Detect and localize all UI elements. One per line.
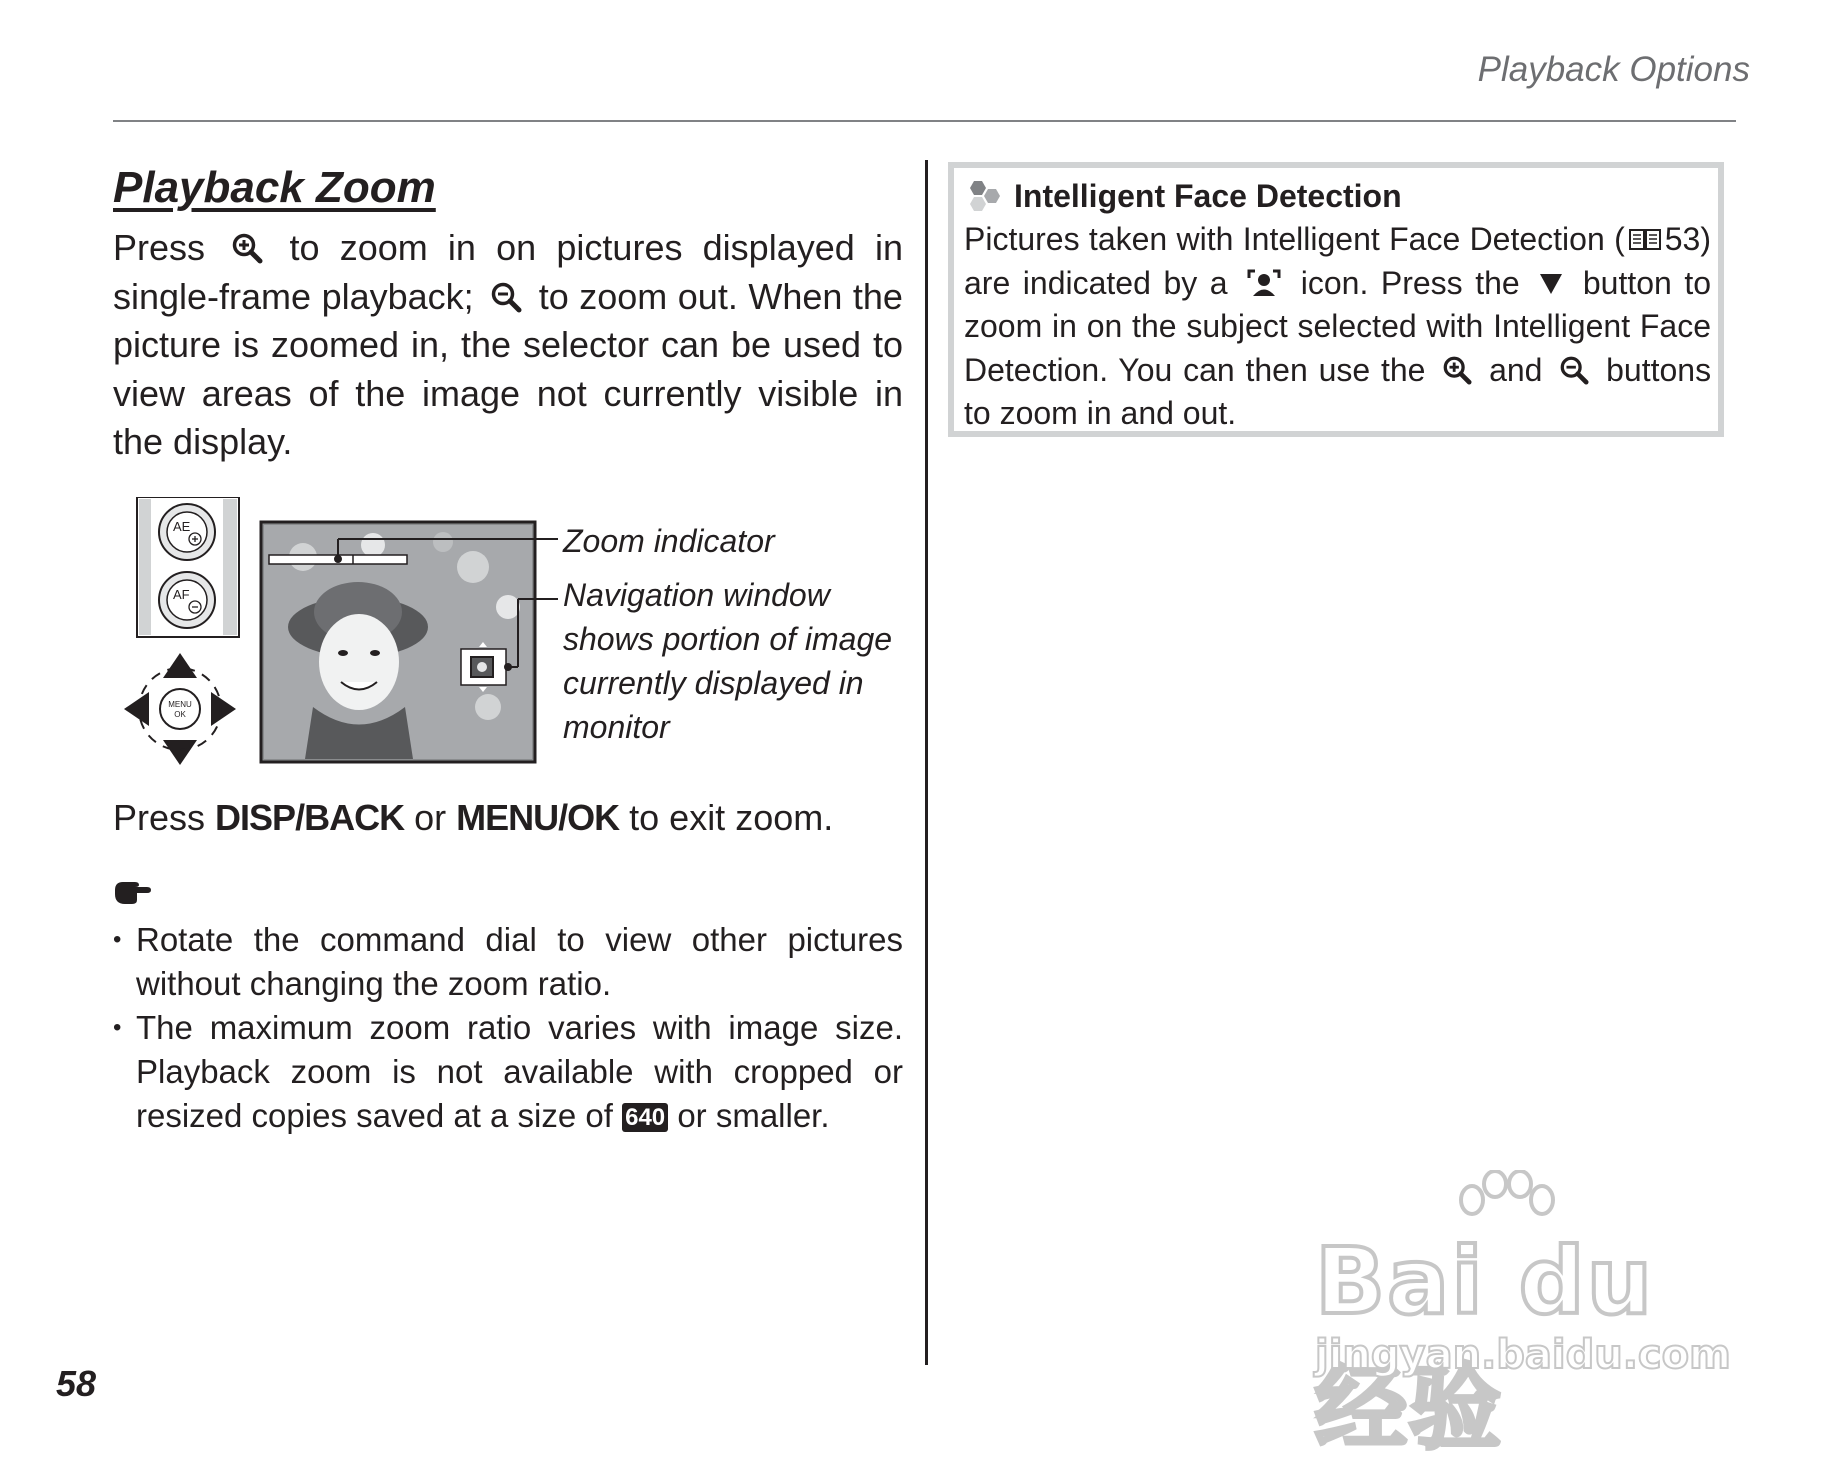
zoom-out-icon [490,281,522,313]
zoom-indicator-caption: Zoom indicator [563,522,775,559]
selector-illustration [124,653,236,765]
monitor-photo-illustration [261,522,535,762]
book-icon [1628,227,1662,253]
image-size-640-icon: 640 [622,1103,668,1132]
baidu-watermark [1300,1170,1750,1462]
menu-ok-key: MENU/OK [456,796,620,838]
tip-box-text: Pictures taken with Intelligent Face Detection ( 53) are indicated by a icon. Press the button to zoom in on the subject selected with Intelligent Face Detection. You can then use the and buttons to zoom in and out. [964,221,1712,431]
af-zoom-out-button-illustration [159,572,215,628]
header-rule [113,120,1736,122]
note-item: • Rotate the command dial to view other pictures without changing the zoom ratio. [113,918,903,1006]
running-header: Playback Options [1477,50,1750,89]
tip-box [948,162,1724,437]
svg-text:AF: AF [173,586,190,602]
note-item: • The maximum zoom ratio varies with image size. Playback zoom is not available with cropped or resized copies saved at a size of 640 or smaller. [113,1006,903,1138]
ae-zoom-in-button-illustration [159,504,215,560]
zoom-figure [113,497,903,782]
face-detection-icon [1246,268,1282,298]
left-column [113,160,903,1138]
watermark-url: jingyan.baidu.com [1315,1332,1731,1378]
disp-back-key: DISP/BACK [215,796,405,838]
zoom-out-icon [1559,355,1589,385]
notes-list [113,918,903,1138]
column-divider [925,160,928,1365]
exit-instruction: Press DISP/BACK or MENU/OK to exit zoom. [113,796,834,838]
navigation-window-caption: Navigation window shows portion of image currently displayed in monitor [563,576,893,745]
tip-box-title: Intelligent Face Detection [964,176,1711,216]
down-arrow-icon [1536,268,1566,298]
page-number: 58 [56,1363,97,1404]
svg-text:MENU: MENU [168,699,192,709]
svg-text:AE: AE [173,518,191,534]
intro-paragraph: Press to zoom in on pictures displayed in single-frame playback; to zoom out. When the picture is zoomed in, the selector can be used to view areas of the image not currently visible in the display. [113,227,903,462]
section-title: Playback Zoom [113,163,436,212]
note-icon [113,876,903,912]
zoom-in-icon [1442,355,1472,385]
svg-text:OK: OK [174,709,186,719]
zoom-in-icon [231,232,263,264]
watermark-brand: Bai du 经验 [1315,1228,1655,1462]
tip-hexagons-icon [964,179,1004,213]
